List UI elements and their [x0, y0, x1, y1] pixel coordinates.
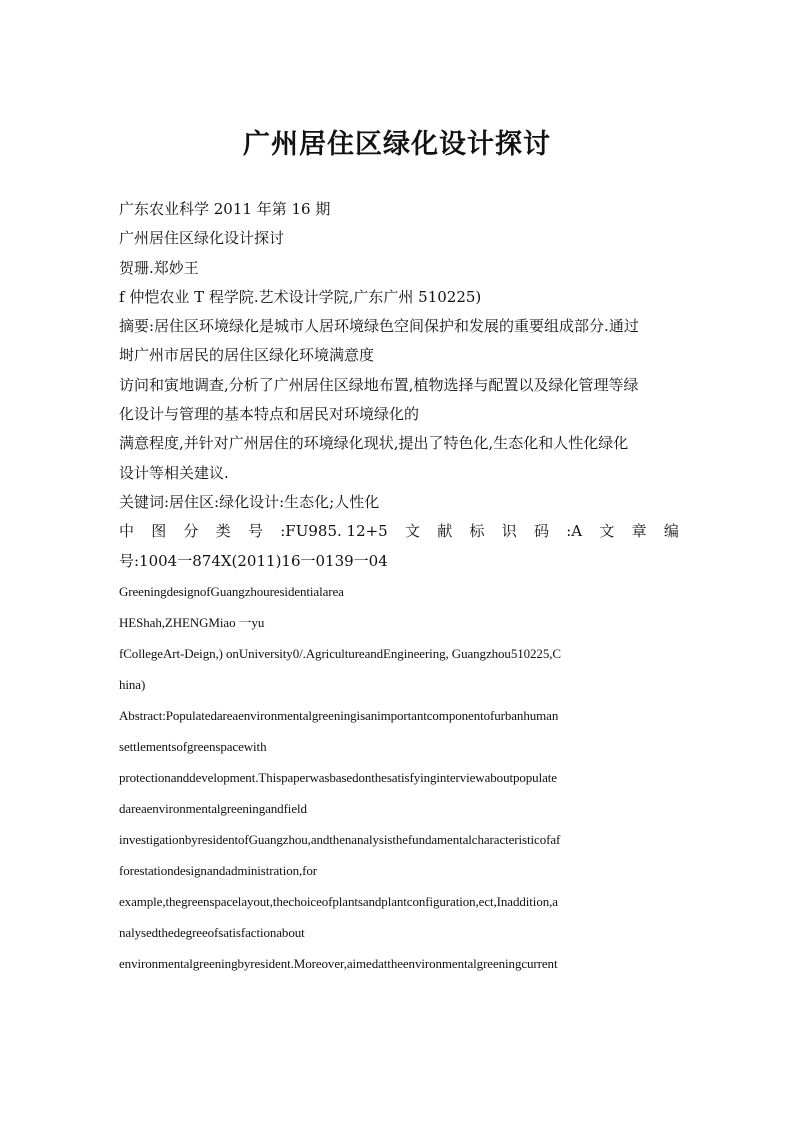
classification-part: 图 — [151, 522, 167, 541]
article-title-line: 广州居住区绿化设计探讨 — [119, 229, 285, 248]
english-abstract-line: forestationdesignandadministration,for — [119, 862, 318, 878]
abstract-line: 设计等相关建议. — [119, 463, 229, 482]
page-title: 广州居住区绿化设计探讨 — [243, 129, 551, 160]
english-abstract-line: Abstract:Populatedareaenvironmentalgreeningisanimportantcomponentofurbanhuman — [119, 707, 559, 723]
classification-part: 献 — [437, 522, 453, 541]
classification-part: 标 — [469, 522, 485, 541]
english-abstract-line: investigationbyresidentofGuangzhou,andthenanalysisthefundamentalcharacteristicofaf — [119, 831, 561, 847]
classification-part: 编 — [663, 522, 679, 541]
classification-part: 文 — [404, 522, 420, 541]
classification-part: 分 — [183, 522, 199, 541]
abstract-line: 摘要:居住区环境绿化是城市人居环境绿色空间保护和发展的重要组成部分.通过 — [119, 317, 639, 336]
authors: 贺珊.郑妙王 — [119, 258, 199, 277]
classification-part: 类 — [215, 522, 231, 541]
classification-line — [119, 517, 679, 546]
abstract-line: 满意程度,并针对广州居住的环境绿化现状,提出了特色化,生态化和人性化绿化 — [119, 434, 629, 453]
english-abstract-line: protectionanddevelopment.Thispaperwasbasedonthesatisfyinginterviewaboutpopulate — [119, 769, 557, 785]
abstract-line: 访问和寅地调查,分析了广州居住区绿地布置,植物选择与配置以及绿化管理等绿 — [119, 375, 639, 394]
classification-part: 码 — [533, 522, 549, 541]
classification-part: 识 — [501, 522, 517, 541]
english-abstract-line: environmentalgreeningbyresident.Moreover,aimedattheenvironmentalgreeningcurrent — [119, 955, 558, 971]
keywords: 关键词:居住区:绿化设计:生态化;人性化 — [119, 492, 380, 511]
classification-part: :A — [566, 522, 583, 541]
english-affiliation: fCollegeArt-Deign,) onUniversity0/.AgricultureandEngineering, Guangzhou510225,C — [119, 645, 561, 661]
classification-part: 章 — [631, 522, 647, 541]
abstract-line: 化设计与管理的基本特点和居民对环境绿化的 — [119, 405, 420, 424]
english-title: GreeningdesignofGuangzhouresidentialarea — [119, 583, 344, 599]
journal-issue: 广东农业科学 2011 年第 16 期 — [119, 200, 331, 218]
abstract-line: 埘广州市居民的居住区绿化环境满意度 — [119, 346, 375, 365]
english-abstract-line: nalysedthedegreeofsatisfactionabout — [119, 924, 305, 940]
english-authors: HEShah,ZHENGMiao 一yu — [119, 614, 265, 630]
document-body — [119, 195, 679, 979]
affiliation: f 仲恺农业 T 程学院.艺术设计学院,广东广州 510225) — [119, 287, 482, 306]
english-affiliation: hina) — [119, 676, 146, 692]
english-abstract-line: dareaenvironmentalgreeningandfield — [119, 800, 307, 816]
classification-part: 中 — [119, 522, 135, 541]
classification-part: :FU985. 12+5 — [280, 522, 388, 541]
english-abstract-line: example,thegreenspacelayout,thechoiceofplantsandplantconfiguration,ect,Inaddition,a — [119, 893, 558, 909]
english-abstract-line: settlementsofgreenspacewith — [119, 738, 267, 754]
classification-continuation: 号:1004一874X(2011)16一0139一04 — [119, 551, 388, 570]
classification-part: 号 — [248, 522, 264, 541]
classification-part: 文 — [599, 522, 615, 541]
